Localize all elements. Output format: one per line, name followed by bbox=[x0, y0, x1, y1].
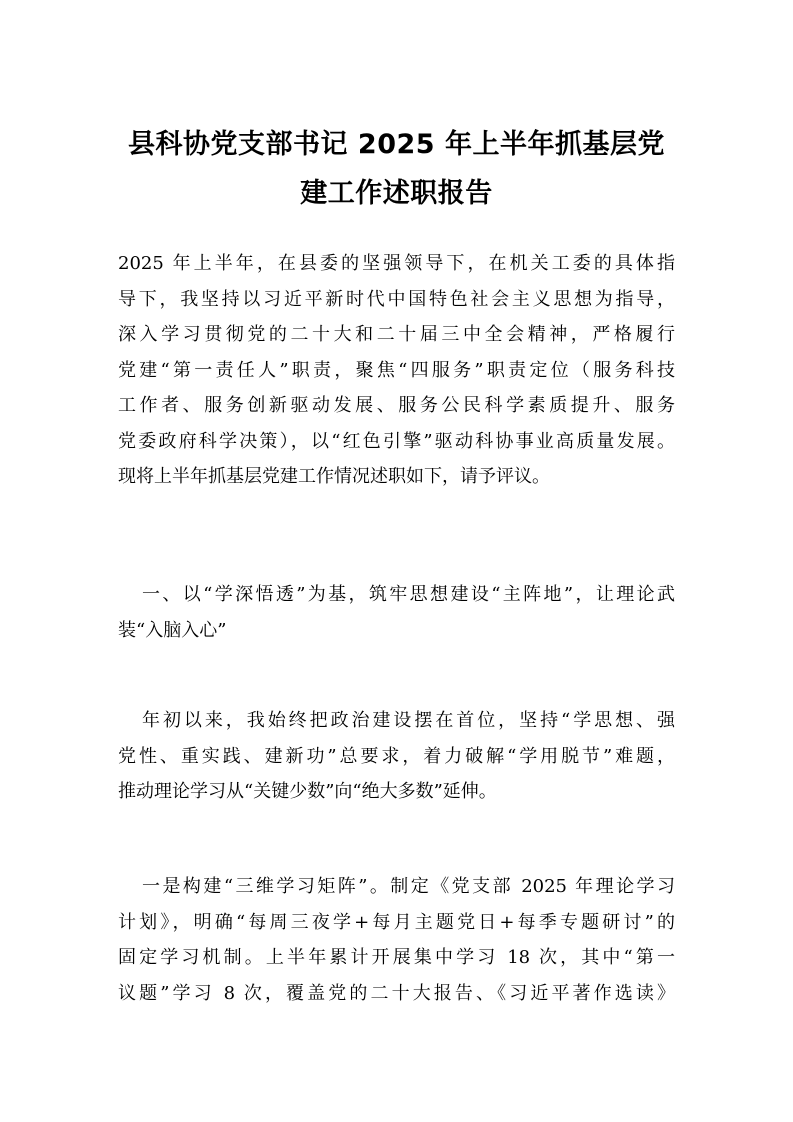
intro-paragraph bbox=[118, 246, 675, 495]
paragraph-line: 议题”学习 8 次，覆盖党的二十大报告、《习近平著作选读》 bbox=[118, 982, 675, 1004]
paragraph-line: 党建“第一责任人”职责，聚焦“四服务”职责定位（服务科技 bbox=[118, 359, 675, 381]
heading-line: 一、以“学深悟透”为基，筑牢思想建设“主阵地”，让理论武 bbox=[142, 584, 675, 605]
paragraph-line: 党委政府科学决策），以“红色引擎”驱动科协事业高质量发展。 bbox=[118, 430, 675, 452]
paragraph-line: 年初以来，我始终把政治建设摆在首位，坚持“学思想、强 bbox=[142, 710, 675, 731]
section-paragraph bbox=[118, 703, 675, 810]
section-paragraph bbox=[118, 869, 675, 1011]
paragraph-line: 计划》，明确“每周三夜学+每月主题党日+每季专题研讨”的 bbox=[118, 911, 675, 933]
paragraph-line: 推动理论学习从“关键少数”向“绝大多数”延伸。 bbox=[118, 781, 497, 802]
paragraph-line: 固定学习机制。上半年累计开展集中学习 18 次，其中“第一 bbox=[118, 947, 675, 968]
title-line: 建工作述职报告 bbox=[300, 178, 493, 209]
paragraph-line: 导下，我坚持以习近平新时代中国特色社会主义思想为指导， bbox=[118, 288, 675, 310]
heading-line: 装“入脑入心” bbox=[118, 619, 227, 641]
paragraph-line: 党性、重实践、建新功”总要求，着力破解“学用脱节”难题， bbox=[118, 745, 675, 767]
document-title bbox=[118, 120, 675, 218]
paragraph-line: 一是构建“三维学习矩阵”。制定《党支部 2025 年理论学习 bbox=[142, 876, 675, 897]
section-heading bbox=[118, 577, 675, 648]
paragraph-line: 深入学习贯彻党的二十大和二十届三中全会精神，严格履行 bbox=[118, 324, 675, 345]
title-line: 县科协党支部书记 2025 年上半年抓基层党 bbox=[128, 129, 665, 160]
paragraph-line: 现将上半年抓基层党建工作情况述职如下，请予评议。 bbox=[118, 466, 550, 487]
paragraph-line: 2025 年上半年，在县委的坚强领导下，在机关工委的具体指 bbox=[118, 253, 675, 274]
paragraph-line: 工作者、服务创新驱动发展、服务公民科学素质提升、服务 bbox=[118, 395, 675, 416]
